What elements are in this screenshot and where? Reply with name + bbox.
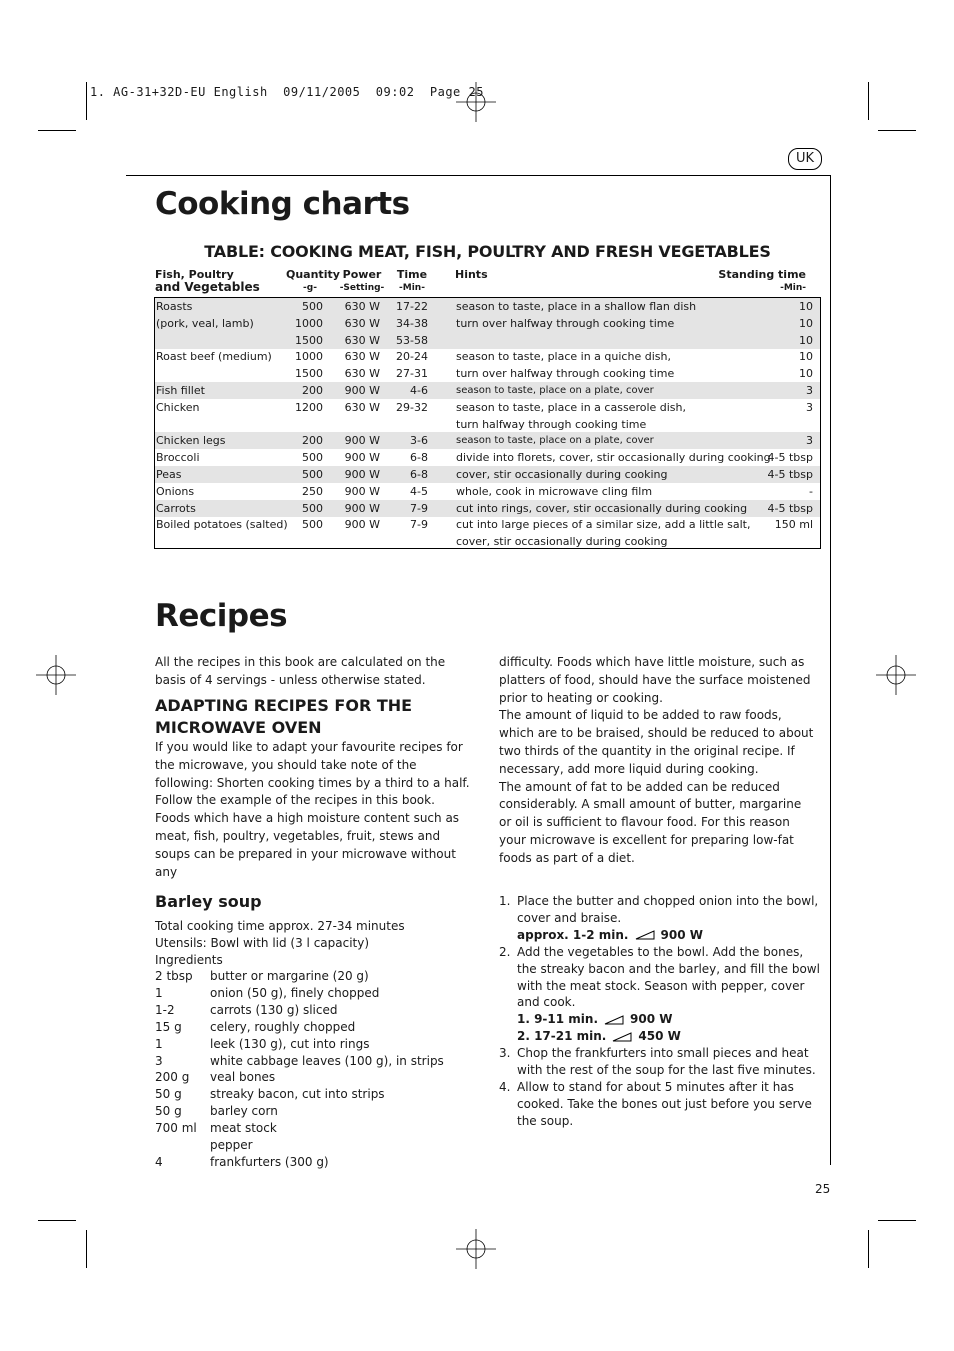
- step-text: Allow to stand for about 5 minutes after it has cooked. Take the bones out just before you serve the soup.: [517, 1079, 812, 1128]
- cooking-table: [154, 297, 821, 549]
- power-setting: [517, 927, 824, 944]
- table-title: TABLE: COOKING MEAT, FISH, POULTRY AND FRESH VEGETABLES: [204, 242, 771, 261]
- cell-time: 6-8: [410, 451, 428, 465]
- power-setting: [517, 1028, 824, 1045]
- cell-standing-time: 4-5 tbsp: [767, 451, 813, 465]
- ingredient-name: barley corn: [210, 1104, 278, 1119]
- recipe-meta: [155, 918, 475, 969]
- setting-time: 1. 9-11 min.: [517, 1012, 599, 1027]
- cell-standing-time: -: [809, 484, 813, 498]
- cell-time: 7-9: [410, 518, 428, 532]
- cell-power: 900 W: [344, 501, 380, 515]
- cell-food: Roast beef (medium): [156, 350, 272, 364]
- cell-time: 20-24: [396, 350, 428, 364]
- step-text: Place the butter and chopped onion into the bowl, cover and braise.: [517, 894, 819, 925]
- recipe-step: [499, 944, 824, 1045]
- power-setting: [517, 1011, 824, 1028]
- cell-quantity: 500: [302, 518, 323, 532]
- ingredient-quantity: 2 tbsp: [155, 969, 193, 983]
- adapt-heading: ADAPTING RECIPES FOR THE MICROWAVE OVEN: [155, 696, 413, 737]
- cell-food: Chicken: [156, 400, 200, 414]
- ingredient-name: streaky bacon, cut into strips: [210, 1087, 385, 1102]
- cell-time: 29-32: [396, 400, 428, 414]
- recipe-title: Barley soup: [155, 892, 262, 911]
- header-name-line2: and Vegetables: [155, 280, 260, 294]
- table-row: [155, 416, 820, 433]
- ingredient-name: frankfurters (300 g): [210, 1154, 329, 1169]
- ingredients-label: Ingredients: [155, 952, 223, 967]
- ingredient-quantity: 50 g: [155, 1104, 182, 1119]
- cell-hint: season to taste, place on a plate, cover: [456, 385, 654, 396]
- registration-mark-icon: [876, 655, 916, 695]
- step-text: Chop the frankfurters into small pieces and heat with the rest of the soup for the last five minutes.: [517, 1046, 816, 1078]
- ingredient-quantity: 1: [155, 985, 163, 1000]
- cell-quantity: 1000: [295, 316, 323, 330]
- cell-hint: turn over halfway through cooking time: [456, 367, 675, 381]
- cell-standing-time: 10: [799, 367, 813, 381]
- cell-standing-time: 3: [806, 434, 813, 448]
- ingredient-name: onion (50 g), finely chopped: [210, 985, 380, 1000]
- page-title: Cooking charts: [155, 186, 410, 222]
- setting-time: 2. 17-21 min.: [517, 1029, 607, 1044]
- cell-food: Broccoli: [156, 451, 200, 465]
- header-hints: Hints: [455, 268, 488, 281]
- cell-power: 900 W: [344, 468, 380, 481]
- right-paragraph: The amount of liquid to be added to raw foods, which are to be braised, should be reduced to about two thirds of the quantity in the original recipe. If necessary, add more liquid during cooking.: [499, 708, 814, 776]
- registration-mark-icon: [36, 655, 76, 695]
- setting-power: 900 W: [660, 927, 703, 942]
- cell-standing-time: 3: [806, 384, 813, 397]
- crop-mark: [38, 130, 76, 131]
- cell-hint: divide into florets, cover, stir occasionally during cooking: [456, 451, 771, 465]
- table-row: [155, 466, 820, 483]
- cell-food: Carrots: [156, 501, 196, 515]
- cell-standing-time: 3: [806, 400, 813, 414]
- recipe-step: [499, 1045, 824, 1079]
- ingredients-list: [155, 968, 475, 1172]
- right-body: [499, 654, 817, 868]
- cell-food: Boiled potatoes (salted): [156, 518, 288, 532]
- cell-quantity: 1200: [295, 400, 323, 414]
- cell-time: 6-8: [410, 468, 428, 481]
- table-row: [155, 332, 820, 349]
- cell-standing-time: 4-5 tbsp: [767, 468, 813, 481]
- cell-time: 7-9: [410, 501, 428, 515]
- ingredient-name: white cabbage leaves (100 g), in strips: [210, 1053, 444, 1068]
- header-quantity: Quantity: [286, 268, 340, 281]
- table-row: [155, 483, 820, 500]
- cell-time: 3-6: [410, 434, 428, 448]
- cell-power: 630 W: [344, 300, 380, 313]
- cell-power: 630 W: [344, 316, 380, 330]
- registration-mark-icon: [456, 1229, 496, 1269]
- table-row: [155, 533, 820, 550]
- cell-quantity: 200: [302, 384, 323, 397]
- cell-quantity: 500: [302, 468, 323, 481]
- intro-paragraph: All the recipes in this book are calculated on the basis of 4 servings - unless otherwise stated.: [155, 655, 446, 687]
- crop-mark: [878, 130, 916, 131]
- table-row: [155, 348, 820, 365]
- cell-time: 4-5: [410, 484, 428, 498]
- cell-quantity: 500: [302, 451, 323, 465]
- crop-mark: [878, 1220, 916, 1221]
- right-paragraph: difficulty. Foods which have little moisture, such as platters of food, should have the surface moistened prior to heating or cooking.: [499, 655, 811, 705]
- cell-hint: turn over halfway through cooking time: [456, 316, 675, 330]
- table-row: [155, 365, 820, 382]
- cell-power: 900 W: [344, 518, 380, 532]
- adapt-paragraph: If you would like to adapt your favourite recipes for the microwave, you should take note of the following: Shorten cooking times by a third to a half. Follow the example of the recipes in this book.: [155, 740, 470, 808]
- crop-mark: [86, 82, 87, 120]
- step-number: 4.: [499, 1079, 511, 1094]
- table-row: [155, 298, 820, 315]
- ingredient-quantity: 15 g: [155, 1019, 182, 1034]
- ingredient-name: veal bones: [210, 1070, 276, 1085]
- cell-quantity: 1000: [295, 350, 323, 364]
- cell-standing-time: 10: [799, 333, 813, 347]
- utensils: Utensils: Bowl with lid (3 l capacity): [155, 935, 370, 950]
- cell-food: Roasts: [156, 300, 193, 313]
- cell-power: 630 W: [344, 350, 380, 364]
- page-number: 25: [815, 1182, 831, 1196]
- section-title-recipes: Recipes: [155, 598, 288, 634]
- cell-food: Chicken legs: [156, 434, 226, 448]
- power-level-icon: [604, 1015, 624, 1025]
- cell-quantity: 1500: [295, 367, 323, 381]
- cell-standing-time: 4-5 tbsp: [767, 501, 813, 515]
- cell-quantity: 500: [302, 501, 323, 515]
- cell-power: 630 W: [344, 367, 380, 381]
- language-badge: UK: [788, 148, 822, 170]
- table-row: [155, 516, 820, 533]
- ingredient-quantity: 50 g: [155, 1087, 182, 1102]
- cell-power: 900 W: [344, 484, 380, 498]
- right-paragraph: The amount of fat to be added can be reduced considerably. A small amount of butter, margarine or oil is sufficient to flavour food. For this reason your microwave is excellent for preparing low-fat foods as part of a diet.: [499, 779, 802, 865]
- power-level-icon: [612, 1032, 632, 1042]
- cell-hint: season to taste, place in a casserole dish,: [456, 400, 687, 414]
- adapt-body: [155, 739, 475, 881]
- cell-food: Onions: [156, 484, 195, 498]
- cell-time: 53-58: [396, 333, 428, 347]
- ingredient-quantity: 1: [155, 1036, 163, 1051]
- cell-hint: cover, stir occasionally during cooking: [456, 468, 668, 481]
- crop-mark: [38, 1220, 76, 1221]
- recipe-steps: [499, 893, 824, 1130]
- cell-hint: cover, stir occasionally during cooking: [456, 535, 668, 549]
- step-number: 3.: [499, 1046, 511, 1061]
- cell-hint: whole, cook in microwave cling film: [456, 484, 653, 498]
- ingredient-name: pepper: [210, 1138, 253, 1152]
- ingredient-quantity: 700 ml: [155, 1121, 197, 1136]
- setting-power: 900 W: [630, 1012, 673, 1027]
- header-power: Power: [342, 268, 382, 281]
- cell-hint: season to taste, place in a quiche dish,: [456, 350, 671, 364]
- cell-food: Peas: [156, 468, 182, 481]
- step-number: 2.: [499, 944, 511, 959]
- ingredient-name: leek (130 g), cut into rings: [210, 1036, 370, 1051]
- crop-mark: [86, 1230, 87, 1268]
- cell-quantity: 500: [302, 300, 323, 313]
- cell-hint: turn halfway through cooking time: [456, 417, 647, 431]
- header-standing-time: Standing time: [718, 268, 806, 281]
- cell-power: 900 W: [344, 451, 380, 465]
- ingredient-quantity: 200 g: [155, 1070, 190, 1085]
- ingredient-quantity: 4: [155, 1154, 163, 1169]
- cell-time: 27-31: [396, 367, 428, 381]
- power-level-icon: [635, 930, 655, 940]
- cell-hint: cut into large pieces of a similar size, add a little salt,: [456, 518, 751, 532]
- cell-quantity: 250: [302, 484, 323, 498]
- step-text: Add the vegetables to the bowl. Add the bones, the streaky bacon and the barley, and fill the bowl with the meat stock. Season with pepper, cover and cook.: [517, 944, 820, 1010]
- ingredient-quantity: 3: [155, 1053, 163, 1068]
- ingredient-name: carrots (130 g) sliced: [210, 1002, 338, 1017]
- cell-quantity: 1500: [295, 333, 323, 347]
- cell-quantity: 200: [302, 434, 323, 448]
- cell-hint: season to taste, place on a plate, cover: [456, 435, 654, 447]
- header-time: Time: [396, 268, 428, 281]
- cell-time: 17-22: [396, 300, 428, 313]
- cell-power: 900 W: [344, 384, 380, 397]
- cell-food: (pork, veal, lamb): [156, 316, 254, 330]
- table-row: [155, 399, 820, 416]
- crop-mark: [868, 82, 869, 120]
- adapt-paragraph: Foods which have a high moisture content such as meat, fish, poultry, vegetables, fruit, stews and soups can be prepared in your microwave without any: [155, 811, 460, 879]
- ingredient-name: butter or margarine (20 g): [210, 969, 369, 983]
- print-slug: 1. AG-31+32D-EU English 09/11/2005 09:02 Page 25: [90, 85, 484, 99]
- cell-power: 630 W: [344, 400, 380, 414]
- header-name-line1: Fish, Poultry: [155, 268, 234, 281]
- cell-power: 900 W: [344, 434, 380, 448]
- cell-standing-time: 10: [799, 350, 813, 364]
- cell-standing-time: 10: [799, 300, 813, 313]
- recipe-step: [499, 893, 824, 944]
- table-row: [155, 500, 820, 517]
- setting-power: 450 W: [638, 1029, 681, 1044]
- header-standing-unit: -Min-: [780, 283, 806, 293]
- setting-time: approx. 1-2 min.: [517, 927, 629, 942]
- header-quantity-unit: -g-: [303, 283, 317, 293]
- ingredient-name: meat stock: [210, 1121, 277, 1136]
- cell-food: Fish fillet: [156, 384, 205, 397]
- cell-hint: season to taste, place in a shallow flan dish: [456, 300, 697, 313]
- ingredient-quantity: 1-2: [155, 1002, 175, 1017]
- cell-power: 630 W: [344, 333, 380, 347]
- cell-time: 34-38: [396, 316, 428, 330]
- ingredient-name: celery, roughly chopped: [210, 1019, 356, 1034]
- total-cooking-time: Total cooking time approx. 27-34 minutes: [155, 919, 405, 933]
- cell-hint: cut into rings, cover, stir occasionally during cooking: [456, 501, 748, 515]
- header-power-unit: -Setting-: [339, 283, 385, 293]
- table-row: [155, 449, 820, 466]
- crop-mark: [868, 1230, 869, 1268]
- table-row: [155, 382, 820, 399]
- table-row: [155, 432, 820, 449]
- header-time-unit: -Min-: [399, 283, 425, 293]
- cell-standing-time: 150 ml: [774, 518, 813, 532]
- step-number: 1.: [499, 894, 511, 908]
- table-row: [155, 315, 820, 332]
- cell-standing-time: 10: [799, 316, 813, 330]
- cell-time: 4-6: [410, 384, 428, 397]
- frame-divider: [126, 175, 831, 176]
- frame-divider: [830, 175, 831, 1165]
- recipe-step: [499, 1079, 824, 1130]
